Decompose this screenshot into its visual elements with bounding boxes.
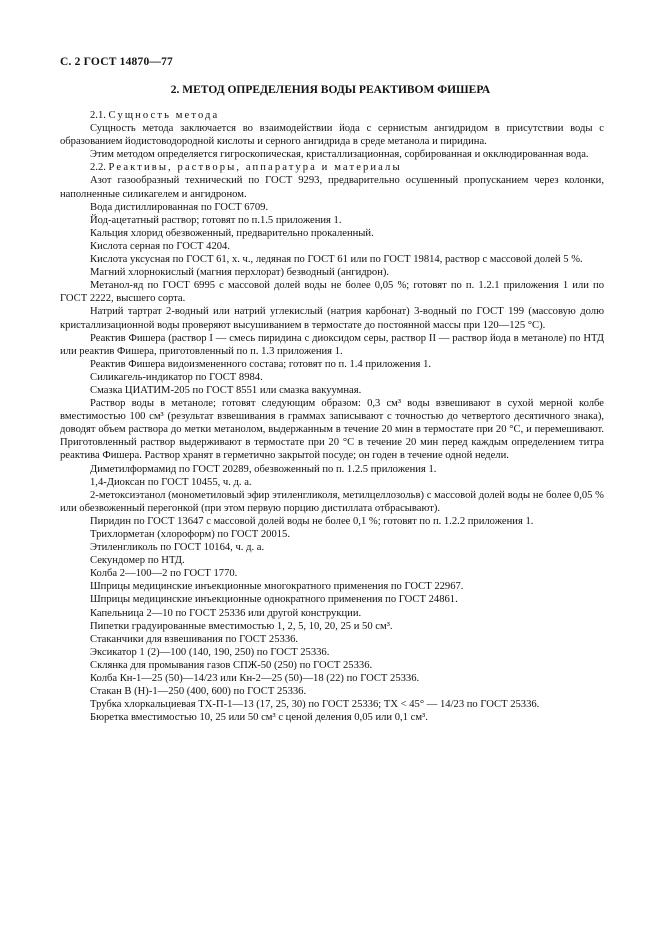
list-item: Йод-ацетатный раствор; готовят по п.1.5 приложения 1.	[90, 214, 342, 226]
list-item: Стаканчики для взвешивания по ГОСТ 25336.	[90, 633, 299, 645]
list-item: Эксикатор 1 (2)—100 (140, 190, 250) по ГОСТ 25336.	[90, 646, 330, 658]
list-item: Натрий тартрат 2-водный или натрий углекислый (натрия карбонат) 3-водный по ГОСТ 199 (массовую долю кристаллизационной воды проверяют высушиванием в термостате до постоянной массы при 120—125 °С).	[60, 306, 604, 331]
subsection-number: 2.1.	[90, 110, 106, 121]
list-item: Диметилформамид по ГОСТ 20289, обезвоженный по п. 1.2.5 приложения 1.	[90, 463, 437, 475]
paragraph: Сущность метода заключается во взаимодействии йода с сернистым ангидридом в присутствии воды с образованием йодистоводородной кислоты и серного ангидрида в среде метанола и пиридина.	[60, 123, 604, 148]
subsection-heading	[60, 161, 604, 174]
list-item: Раствор воды в метаноле; готовят следующим образом: 0,3 см³ воды взвешивают в сухой мерной колбе вместимостью 100 см³ (результат взвешивания в граммах записывают с точностью до четвертого десятичного знака), доводят объем раствора до метки метанолом, выдержанным в течение 20 мин в термостате при 20 °С, и перемешивают. Приготовленный раствор выдерживают в термостате при 20 °С в течение 20 мин перед каждым определением титра реактива Фишера. Раствор хранят в герметично закрытой посуде; он годен в течение одной недели.	[60, 398, 604, 462]
list-item: Вода дистиллированная по ГОСТ 6709.	[90, 201, 269, 213]
list-item: Колба 2—100—2 по ГОСТ 1770.	[90, 568, 238, 580]
list-item: 2-метоксиэтанол (монометиловый эфир этиленгликоля, метилцеллозольв) с массовой долей воды не более 0,05 % или обезвоженный перегонкой (при этом первую порцию дистиллата отбрасывают).	[60, 489, 604, 514]
list-item: 1,4-Диоксан по ГОСТ 10455, ч. д. а.	[90, 476, 252, 488]
list-item: Реактив Фишера видоизмененного состава; готовят по п. 1.4 приложения 1.	[90, 358, 432, 370]
list-item: Кислота серная по ГОСТ 4204.	[90, 240, 230, 252]
list-item: Магний хлорнокислый (магния перхлорат) безводный (ангидрон).	[90, 267, 390, 279]
list-item: Пипетки градуированные вместимостью 1, 2, 5, 10, 20, 25 и 50 см³.	[90, 620, 393, 632]
list-item: Кислота уксусная по ГОСТ 61, х. ч., ледяная по ГОСТ 61 или по ГОСТ 19814, раствор с массовой долей 5 %.	[90, 254, 583, 266]
list-item: Трихлорметан (хлороформ) по ГОСТ 20015.	[90, 529, 290, 540]
list-item: Пиридин по ГОСТ 13647 с массовой долей воды не более 0,1 %; готовят по п. 1.2.2 приложения 1.	[90, 515, 534, 527]
list-item: Колба Кн-1—25 (50)—14/23 или Кн-2—25 (50)—18 (22) по ГОСТ 25336.	[90, 673, 420, 685]
list-item: Стакан В (Н)-1—250 (400, 600) по ГОСТ 25336.	[90, 686, 307, 698]
list-item: Силикагель-индикатор по ГОСТ 8984.	[90, 371, 263, 383]
list-item: Смазка ЦИАТИМ-205 по ГОСТ 8551 или смазка вакуумная.	[90, 384, 362, 396]
list-item: Трубка хлоркальциевая ТХ-П-1—13 (17, 25, 30) по ГОСТ 25336; ТХ < 45° — 14/23 по ГОСТ 25336.	[90, 699, 540, 711]
subsection-number: 2.2.	[90, 162, 106, 174]
list-item: Метанол-яд по ГОСТ 6995 с массовой долей воды не более 0,05 %; готовят по п. 1.2.1 приложения 1 или по ГОСТ 2222, высшего сорта.	[60, 280, 604, 305]
list-item: Склянка для промывания газов СПЖ-50 (250) по ГОСТ 25336.	[90, 659, 373, 671]
subsection-title: Сущность метода	[108, 110, 220, 121]
list-item: Кальция хлорид обезвоженный, предварительно прокаленный.	[90, 227, 374, 239]
section-title: 2. МЕТОД ОПРЕДЕЛЕНИЯ ВОДЫ РЕАКТИВОМ ФИШЕРА	[170, 84, 491, 96]
list-item: Реактив Фишера (раствор I — смесь пиридина с диоксидом серы, раствор II — раствор йода в метаноле) по НТД или реактив Фишера, приготовленный по п. 1.3 приложения 1.	[60, 332, 604, 357]
list-item: Капельница 2—10 по ГОСТ 25336 или другой конструкции.	[90, 607, 362, 619]
list-item: Секундомер по НТД.	[90, 555, 185, 567]
subsection-title: Реактивы, растворы, аппаратура и материалы	[108, 162, 402, 174]
document-body	[60, 109, 604, 724]
list-item: Шприцы медицинские инъекционные многократного применения по ГОСТ 22967.	[90, 581, 464, 593]
list-item: Азот газообразный технический по ГОСТ 9293, предварительно осушенный пропусканием через колонки, наполненные силикагелем и ангидроном.	[60, 175, 604, 200]
list-item: Бюретка вместимостью 10, 25 или 50 см³ с ценой деления 0,05 или 0,1 см³.	[90, 712, 428, 724]
paragraph: Этим методом определяется гигроскопическая, кристаллизационная, сорбированная и окклюдированная вода.	[90, 149, 589, 161]
list-item: Этиленгликоль по ГОСТ 10164, ч. д. а.	[90, 542, 265, 554]
page-header: С. 2 ГОСТ 14870—77	[60, 56, 173, 68]
list-item: Шприцы медицинские инъекционные однократного применения по ГОСТ 24861.	[90, 594, 458, 606]
subsection-heading	[60, 109, 604, 122]
